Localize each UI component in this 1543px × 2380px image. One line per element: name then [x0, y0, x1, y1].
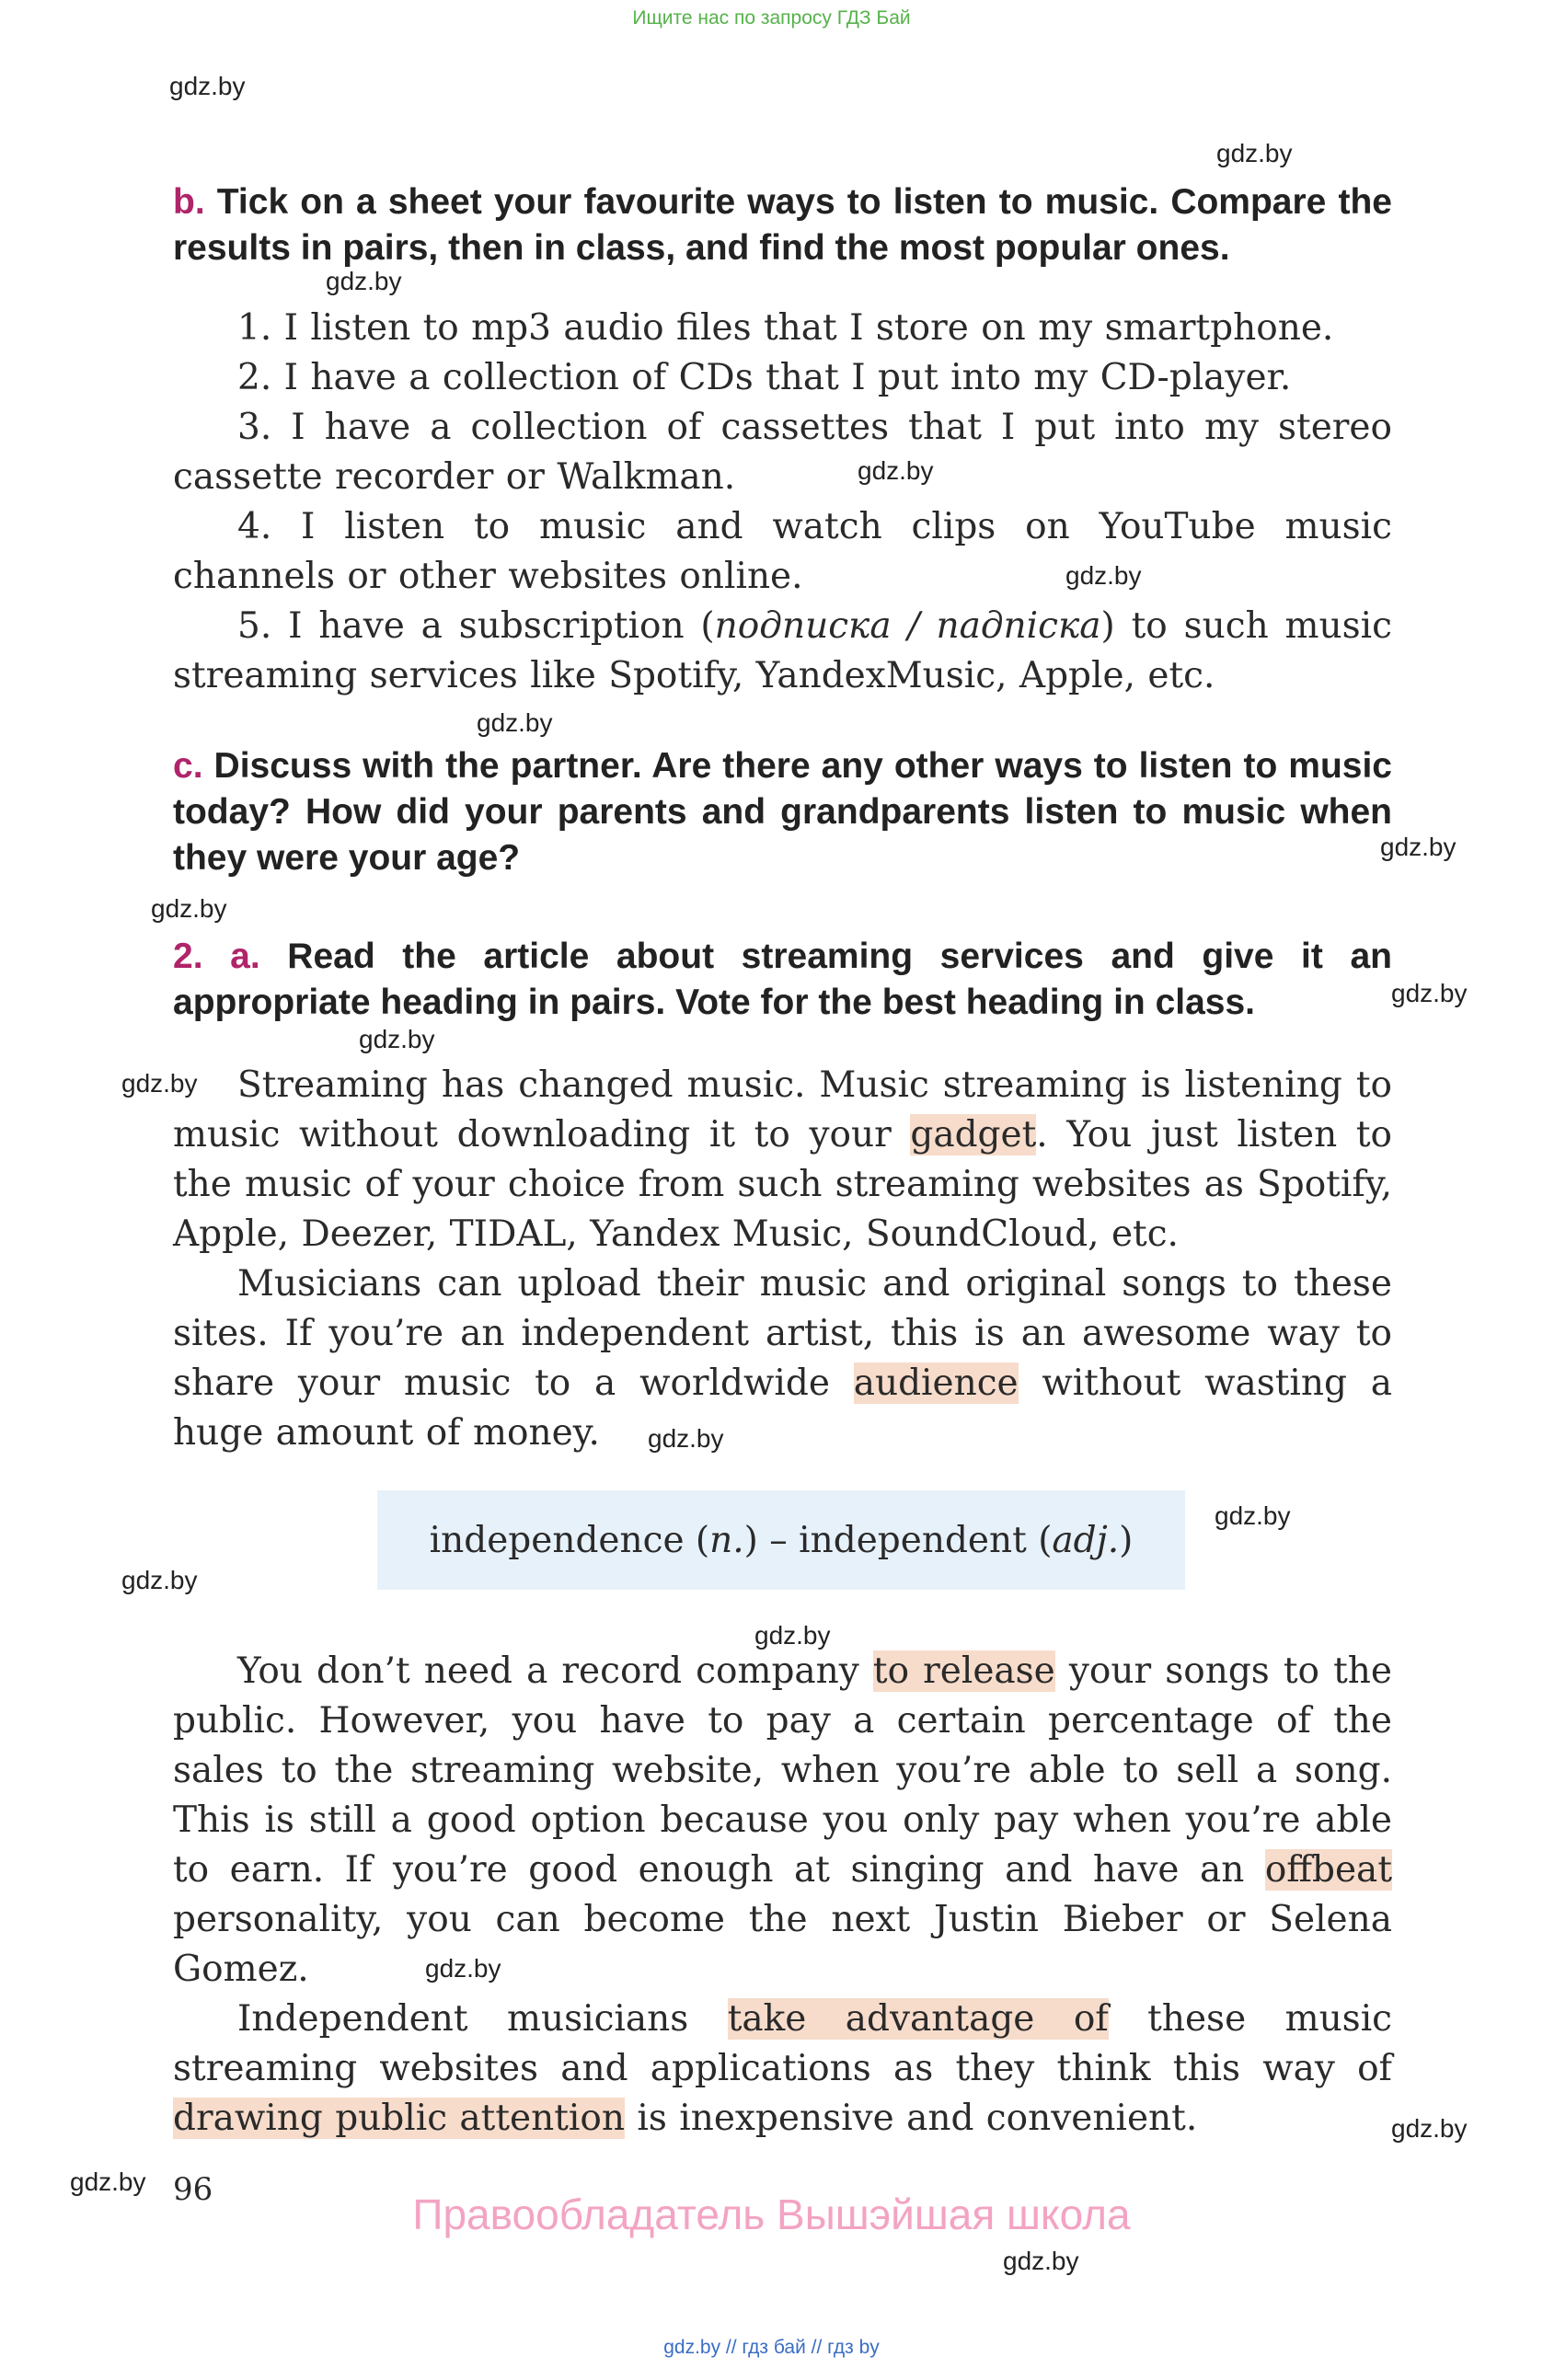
watermark: gdz.by [1003, 2247, 1079, 2275]
task-c [173, 743, 1392, 881]
list-item: 1. I listen to mp3 audio files that I store on my smartphone. [237, 307, 1334, 349]
vocab-highlight: take advantage of [727, 1998, 1109, 2040]
watermark: gdz.by [477, 708, 553, 737]
watermark: gdz.by [1380, 833, 1457, 861]
watermark: gdz.by [121, 1069, 198, 1098]
russian-translation: подписка / падпіска [714, 605, 1101, 647]
watermark: gdz.by [425, 1954, 501, 1983]
word-formation-note: independence ( n. ) – independent ( adj. ) [377, 1490, 1185, 1590]
watermark: gdz.by [326, 267, 402, 295]
task-text: Discuss with the partner. Are there any other ways to listen to music today? How did your parents and grandparents listen to music when they were your age? [173, 746, 1392, 878]
article-part-1 [173, 1061, 1392, 1458]
footer-links: gdz.by // гдз бай // гдз by [663, 2337, 880, 2358]
task-text: Tick on a sheet your favourite ways to listen to music. Compare the results in pairs, then in class, and find the most popular ones. [173, 182, 1392, 268]
task-label: b. [173, 182, 205, 222]
task-text: Read the article about streaming services and give it an appropriate heading in pairs. Vote for the best heading in class. [173, 937, 1392, 1022]
article-part-2 [173, 1647, 1392, 2144]
article-paragraph: Streaming has changed music. Music streaming is listening to music without downloading it to your gadget. You just listen to the music of your choice from such streaming websites as Spotify, Apple, Deezer, TIDAL, Yandex Music, SoundCloud, etc. [173, 1064, 1393, 1255]
watermark: gdz.by [151, 894, 227, 923]
task-2a [173, 934, 1392, 1026]
list-item: 5. I have a subscription (подписка / падпіска) to such music streaming services like Spotify, YandexMusic, Apple, etc. [173, 605, 1392, 696]
task-label: 2. a. [173, 937, 260, 976]
watermark: gdz.by [1065, 561, 1142, 590]
task-label: c. [173, 746, 203, 786]
watermark: gdz.by [754, 1621, 831, 1650]
watermark: gdz.by [648, 1424, 724, 1453]
watermark: gdz.by [121, 1566, 198, 1594]
list-item: 4. I listen to music and watch clips on YouTube music channels or other websites online. [173, 506, 1392, 597]
watermark: gdz.by [70, 2167, 146, 2196]
list-item: 2. I have a collection of CDs that I put into my CD-player. [237, 357, 1292, 398]
article-paragraph: Musicians can upload their music and original songs to these sites. If you’re an independent artist, this is an awesome way to share your music to a worldwide audience without wasting a huge amount of money. [173, 1263, 1392, 1454]
task-b [173, 179, 1392, 271]
vocab-highlight: to release [872, 1650, 1055, 1692]
top-banner: Ищите нас по запросу ГДЗ Бай [632, 7, 911, 29]
watermark: gdz.by [1215, 1501, 1291, 1530]
watermark: gdz.by [169, 72, 246, 100]
watermark: gdz.by [1216, 139, 1293, 167]
vocab-highlight: drawing public attention [173, 2098, 625, 2139]
list-item: 3. I have a collection of cassettes that I put into my stereo cassette recorder or Walkman. [173, 407, 1392, 498]
vocab-highlight: offbeat [1264, 1849, 1392, 1891]
article-paragraph: You don’t need a record company to release your songs to the public. However, you have to pay a certain percentage of the sales to the streaming website, when you’re able to sell a song. This is still a good option because you only pay when you’re able to earn. If you’re good enough at singing and have an offbeat personality, you can become the next Justin Bieber or Selena Gomez. [173, 1650, 1392, 1990]
page-number: 96 [173, 2171, 213, 2208]
watermark: gdz.by [1391, 979, 1468, 1007]
article-paragraph: Independent musicians take advantage of these music streaming websites and applications as they think this way of drawing public attention is inexpensive and convenient. [173, 1998, 1393, 2139]
watermark: gdz.by [858, 456, 934, 485]
ways-list [173, 304, 1392, 701]
copyright-notice: Правообладатель Вышэйшая школа [412, 2190, 1131, 2238]
vocab-highlight: gadget [910, 1114, 1037, 1156]
vocab-highlight: audience [853, 1362, 1019, 1404]
watermark: gdz.by [1391, 2114, 1468, 2143]
watermark: gdz.by [359, 1025, 435, 1053]
